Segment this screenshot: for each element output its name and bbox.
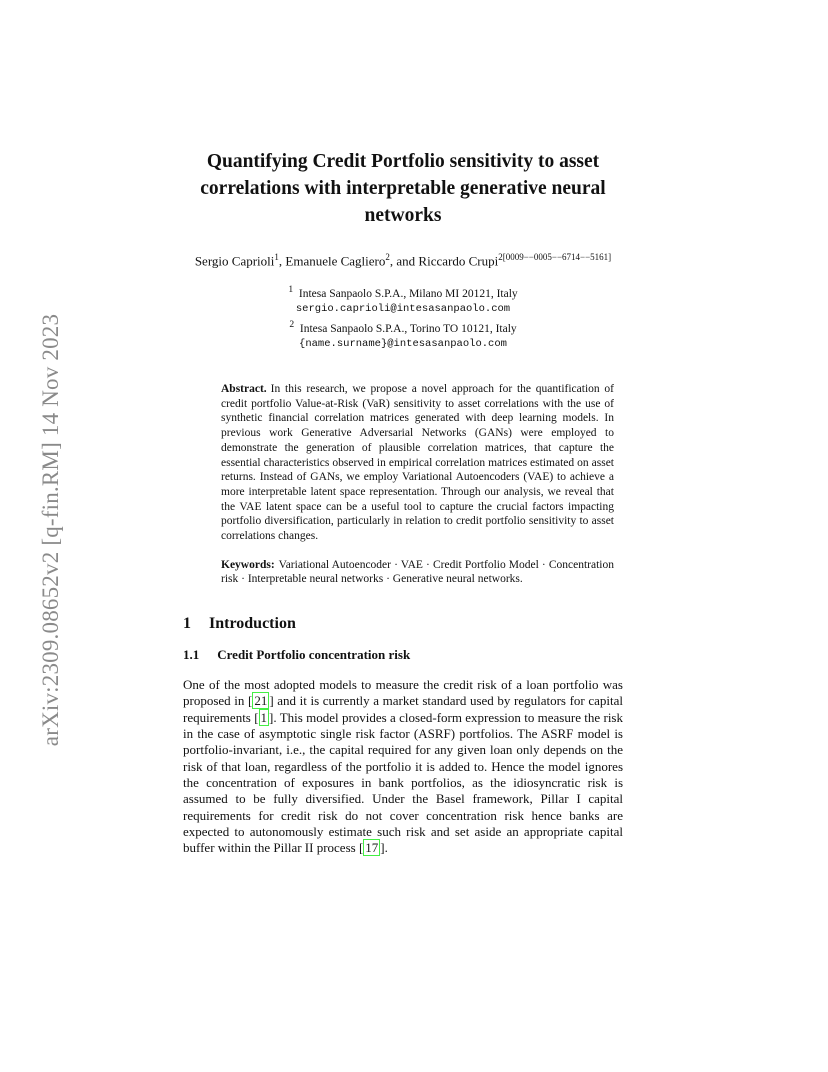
keywords-text: Variational Autoencoder · VAE · Credit Portfolio Model · Concentration risk · Interpretable neural networks · Generative neural networks. xyxy=(221,558,614,586)
affiliation-org: Intesa Sanpaolo S.P.A., Torino TO 10121, Italy xyxy=(299,322,517,335)
affiliation-num: 2 xyxy=(289,319,295,331)
section-heading xyxy=(183,615,623,633)
affiliation-2 xyxy=(183,317,623,337)
keywords xyxy=(221,558,614,587)
author-sep: , and xyxy=(389,253,419,269)
affiliation-org: Intesa Sanpaolo S.P.A., Milano MI 20121, Italy xyxy=(298,288,518,301)
author-sep: , xyxy=(278,253,286,269)
subsection-title: Credit Portfolio concentration risk xyxy=(217,647,411,663)
affiliation-2-email[interactable]: {name.surname}@intesasanpaolo.com xyxy=(299,337,507,350)
author-3: Riccardo Crupi xyxy=(418,253,499,269)
paper-content xyxy=(183,148,623,856)
citation-link[interactable]: 1 xyxy=(260,709,268,725)
author-1-affil: 1 xyxy=(274,252,279,262)
subsection-heading xyxy=(183,647,623,663)
citation-link[interactable]: 17 xyxy=(365,840,379,856)
body-text-segment: . xyxy=(384,840,388,856)
abstract-text: In this research, we propose a novel approach for the quantification of credit portfolio Value-at-Risk (VaR) sensitivity to asset correlations with the use of synthetic financial correlation matrices generated with deep learning models. In previous work Generative Adversarial Networks (GANs) were employed to demonstrate the generation of plausible correlation matrices, that capture the essential characteristics observed in empirical correlation matrices estimated on asset returns. Instead of GANs, we employ Variational Autoencoders (VAE) to achieve a more interpretable latent space representation. Through our analysis, we reveal that the VAE latent space can be a useful tool to capture the crucial factors impacting portfolio diversification, particularly in relation to credit portfolio sensitivity to asset correlations changes. xyxy=(221,382,614,543)
arxiv-identifier-text: arXiv:2309.08652v2 [q-fin.RM] 14 Nov 2023 xyxy=(38,313,63,747)
subsection-number: 1.1 xyxy=(183,647,200,663)
citation-link[interactable]: 21 xyxy=(254,693,268,709)
section-number: 1 xyxy=(183,615,191,633)
author-list xyxy=(183,249,623,269)
body-text-segment: . This model provides a closed-form expression to measure the risk in the case of asymptotic single risk factor (ASRF) portfolios. The ASRF model is portfolio-invariant, i.e., the capital required for any given loan only depends on the risk of that loan, regardless of the portfolio it is added to. Hence the model ignores the concentration of exposures in bank portfolios, as the idiosyncratic risk is assumed to be fully diversified. Under the Basel framework, Pillar I capital requirements for credit risk do not cover concentration risk hence banks are expected to autonomously estimate such risk and set aside an appropriate capital buffer within the Pillar II process xyxy=(183,709,623,856)
body-text-segment: and it is currently a market standard used by regulators for capital requirements xyxy=(183,693,623,725)
body-paragraph: One of the most adopted models to measure the credit risk of a loan portfolio was proposed in [ 21 ] and it is currently a market standard used by regulators for capital requirements [ 1 ]. This model provides a closed-form expression to measure the risk in the case of asymptotic single risk factor (ASRF) portfolios. The ASRF model is portfolio-invariant, i.e., the capital required for any given loan only depends on the risk of that loan, regardless of the portfolio it is added to. Hence the model ignores the concentration of exposures in bank portfolios, as the idiosyncratic risk is assumed to be fully diversified. Under the Basel framework, Pillar I capital requirements for credit risk do not cover concentration risk hence banks are expected to autonomously estimate such risk and set aside an appropriate capital buffer within the Pillar II process [ 17 ]. xyxy=(183,677,623,856)
author-2-affil: 2 xyxy=(385,252,390,262)
affiliation-num: 1 xyxy=(288,284,294,296)
abstract-label: Abstract. xyxy=(221,382,267,395)
affiliation-1-email[interactable]: sergio.caprioli@intesasanpaolo.com xyxy=(295,303,511,316)
author-1: Sergio Caprioli xyxy=(194,253,275,269)
affiliation-1 xyxy=(183,282,623,302)
keywords-label: Keywords: xyxy=(221,558,275,571)
section-title: Introduction xyxy=(209,615,296,633)
body-text-segment: One of the most adopted models to measure the credit risk of a loan portfolio was proposed in xyxy=(183,677,623,709)
paper-title: Quantifying Credit Portfolio sensitivity to asset correlations with interpretable generative neural networks xyxy=(200,151,606,226)
author-2: Emanuele Cagliero xyxy=(285,253,386,269)
abstract xyxy=(221,382,614,544)
affiliations xyxy=(183,282,623,352)
arxiv-identifier[interactable] xyxy=(36,265,66,795)
author-3-affil-orcid: 2[0009−−0005−−6714−−5161] xyxy=(498,252,612,262)
